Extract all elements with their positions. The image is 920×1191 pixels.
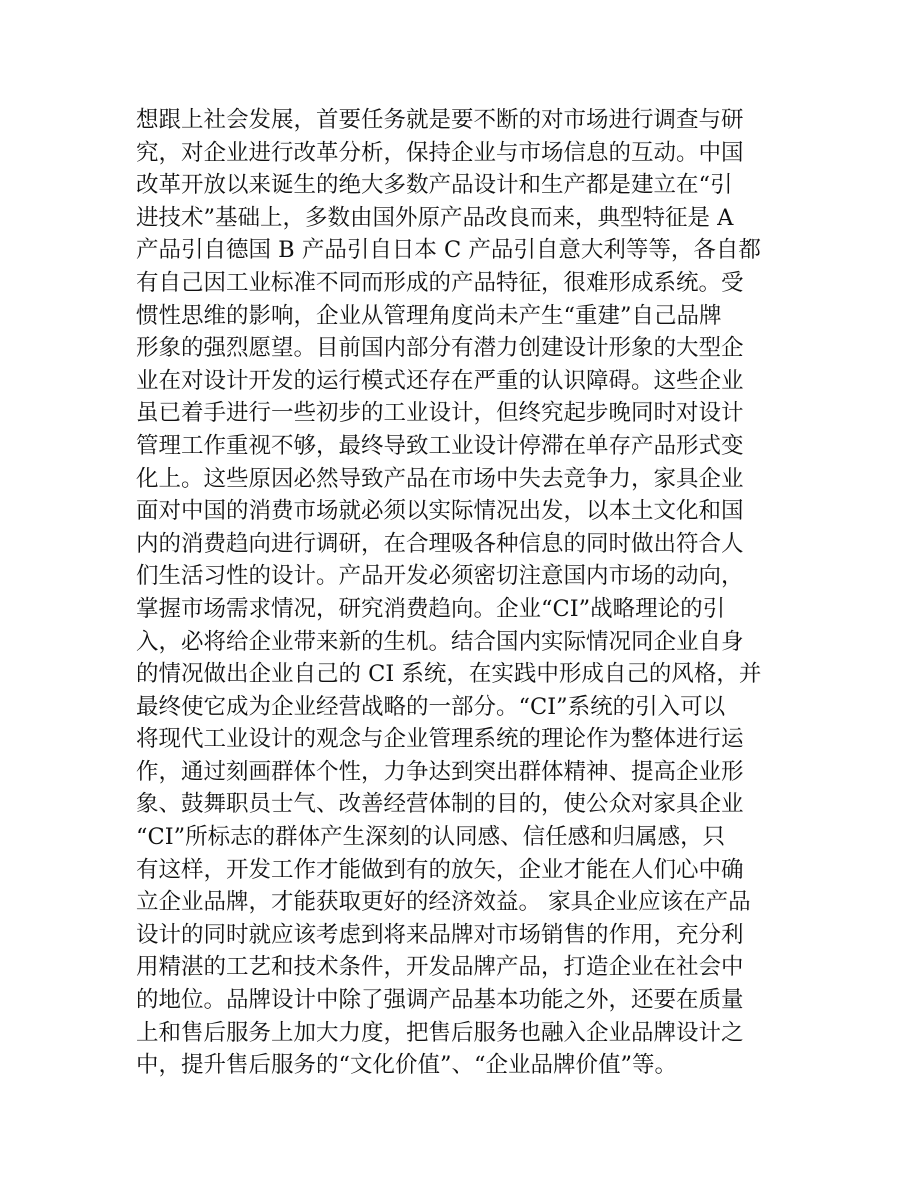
paragraph-line: 虽已着手进行一些初步的工业设计，但终究起步晚同时对设计: [136, 400, 744, 427]
paragraph-line: 象、鼓舞职员士气、改善经营体制的目的，使公众对家具企业: [136, 791, 744, 818]
paragraph-line: 的地位。品牌设计中除了强调产品基本功能之外，还要在质量: [136, 987, 744, 1014]
paragraph-line: 形象的强烈愿望。目前国内部分有潜力创建设计形象的大型企: [136, 335, 744, 362]
paragraph-line: 上和售后服务上加大力度，把售后服务也融入企业品牌设计之: [136, 1019, 744, 1046]
paragraph-line: 内的消费趋向进行调研，在合理吸各种信息的同时做出符合人: [136, 530, 744, 557]
paragraph-line: 有这样，开发工作才能做到有的放矢，企业才能在人们心中确: [136, 856, 744, 883]
paragraph-line: 产品引自德国 B 产品引自日本 C 产品引自意大利等等，各自都: [136, 237, 761, 264]
paragraph-line: 作，通过刻画群体个性，力争达到突出群体精神、提高企业形: [136, 758, 744, 785]
paragraph-line: 用精湛的工艺和技术条件，开发品牌产品，打造企业在社会中: [136, 954, 744, 981]
paragraph-line: 掌握市场需求情况，研究消费趋向。企业“CI”战略理论的引: [136, 595, 726, 622]
paragraph-line: 入，必将给企业带来新的生机。结合国内实际情况同企业自身: [136, 628, 744, 655]
paragraph-line: 改革开放以来诞生的绝大多数产品设计和生产都是建立在“引: [136, 172, 733, 199]
paragraph-line: 想跟上社会发展，首要任务就是要不断的对市场进行调查与研: [136, 107, 744, 133]
paragraph-line: 惯性思维的影响，企业从管理角度尚未产生“重建”自己品牌: [136, 302, 722, 329]
paragraph-line: 中，提升售后服务的“文化价值”、“企业品牌价值”等。: [136, 1052, 678, 1079]
paragraph-line: 面对中国的消费市场就必须以实际情况出发，以本土文化和国: [136, 498, 744, 525]
paragraph-line: 业在对设计开发的运行模式还存在严重的认识障碍。这些企业: [136, 367, 744, 394]
paragraph-line: 立企业品牌，才能获取更好的经济效益。 家具企业应该在产品: [136, 889, 751, 916]
paragraph-line: “CI”所标志的群体产生深刻的认同感、信任感和归属感，只: [136, 824, 726, 851]
paragraph-line: 们生活习性的设计。产品开发必须密切注意国内市场的动向，: [136, 563, 744, 590]
paragraph-line: 有自己因工业标准不同而形成的产品特征，很难形成系统。受: [136, 269, 744, 296]
paragraph-line: 的情况做出企业自己的 CI 系统，在实践中形成自己的风格，并: [136, 661, 762, 688]
paragraph-line: 最终使它成为企业经营战略的一部分。“CI”系统的引入可以: [136, 693, 726, 720]
paragraph-line: 究，对企业进行改革分析，保持企业与市场信息的互动。中国: [136, 139, 744, 166]
paragraph-line: 管理工作重视不够，最终导致工业设计停滞在单存产品形式变: [136, 432, 744, 459]
paragraph-line: 化上。这些原因必然导致产品在市场中失去竞争力，家具企业: [136, 465, 744, 492]
paragraph-line: 设计的同时就应该考虑到将来品牌对市场销售的作用，充分利: [136, 921, 744, 948]
paragraph-line: 进技术”基础上，多数由国外原产品改良而来，典型特征是 A: [136, 204, 734, 231]
body-paragraph: [136, 104, 796, 1082]
paragraph-line: 将现代工业设计的观念与企业管理系统的理论作为整体进行运: [136, 726, 744, 753]
